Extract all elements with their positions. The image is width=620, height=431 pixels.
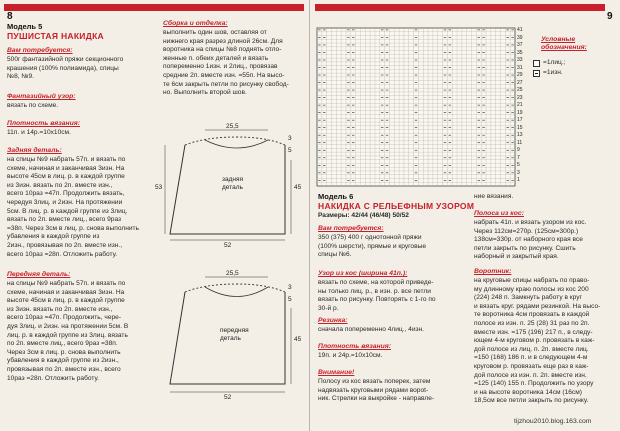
chart-row-label: 9 — [517, 147, 520, 154]
front-neck-height-1: 3 — [288, 284, 292, 291]
back-label-2: деталь — [222, 184, 243, 191]
back-neck-height-2: 5 — [288, 147, 292, 154]
chart-row-label: 11 — [517, 139, 523, 146]
page-number-left: 8 — [7, 11, 13, 22]
assembly-heading: Сборка и отделка: — [163, 20, 228, 27]
purl-stitch-symbol — [533, 70, 540, 77]
rib-heading: Резинка: — [318, 317, 348, 324]
model-label: Модель 5 — [7, 22, 43, 31]
density-text: 19п. и 24р.=10х10см. — [318, 352, 383, 359]
chart-row-label: 37 — [517, 42, 523, 49]
attention-text-continued: ние вязания. — [474, 193, 514, 200]
sizes: Размеры: 42/44 (46/48) 50/52 — [318, 212, 409, 219]
back-right-height: 45 — [294, 184, 302, 191]
back-top-width: 25,5 — [226, 123, 239, 130]
legend-heading: Условные обозначения: — [541, 36, 587, 51]
attention-heading: Внимание! — [318, 369, 355, 376]
density-text: 11п. и 14р.=10х10см. — [7, 129, 71, 136]
front-label-1: передняя — [220, 327, 249, 334]
chart-row-label: 39 — [517, 34, 523, 41]
chart-row-label: 19 — [517, 109, 523, 116]
front-top-width: 25,5 — [226, 270, 239, 277]
watermark: tijzhou2010.blog.163.com — [514, 418, 592, 425]
attention-text: Полосу из кос вязать поперек, затем надвязать круговыми рядами вороt- ник. Стрелки на выкройке - направле- — [318, 378, 435, 403]
chart-row-label: 7 — [517, 154, 520, 161]
legend-purl: =1изн. — [543, 69, 563, 76]
back-left-height: 53 — [155, 184, 163, 191]
chart-row-label: 27 — [517, 79, 523, 86]
needed-heading: Вам потребуется: — [7, 47, 73, 54]
chart-row-label: 21 — [517, 102, 523, 109]
model-title: ПУШИСТАЯ НАКИДКА — [7, 31, 104, 41]
chart-row-label: 17 — [517, 117, 523, 124]
cable-strip-heading: Полоса из кос: — [474, 210, 524, 217]
fancy-pattern-text: вязать по схеме. — [7, 102, 59, 109]
back-label-1: задняя — [222, 176, 244, 183]
model-label: Модель 6 — [318, 192, 354, 201]
right-page — [311, 0, 620, 431]
front-bottom-width: 52 — [224, 394, 232, 401]
front-right-height: 45 — [294, 336, 302, 343]
chart-row-label: 13 — [517, 132, 523, 139]
back-piece-text: на спицы №9 набрать 57п. и вязать по схеме, начиная и заканчивая 3изн. На высоте 45см в лиц. р. в каждой группе из 3изн. вязать по 2п. вместе изн., всего 10раз =47п. Продолжить вязать, чередуя 3лиц. и 2изн. На протяжении 5см. В лиц. р. в каждой группе из 3лиц. вязать по 2п. вместе лиц., всего 9раз =38п. Через 3см в лиц. р. снова выполнить убавления в каждой группе из 2изн., провязывая по 2п. вместе изн., всего 10раз =28п. Отложить работу. — [7, 156, 139, 258]
needed-text: 500г фантазийной пряжи секционного крашения (100% полиамида), спицы №8, №9. — [7, 56, 124, 81]
chart-row-label: 1 — [517, 177, 520, 184]
rib-text: сначала попеременно 4лиц., 4изн. — [318, 326, 425, 333]
back-bottom-width: 52 — [224, 242, 232, 249]
density-heading: Плотность вязания: — [7, 120, 81, 127]
knit-stitch-symbol — [533, 60, 540, 67]
page-number-right: 9 — [607, 11, 613, 22]
front-label-2: деталь — [220, 335, 241, 342]
chart-row-label: 33 — [517, 57, 523, 64]
model-title: НАКИДКА С РЕЛЬЕФНЫМ УЗОРОМ — [318, 201, 475, 211]
chart-row-label: 15 — [517, 124, 523, 131]
density-heading: Плотность вязания: — [318, 343, 392, 350]
chart-purl-marks — [318, 30, 514, 180]
needed-heading: Вам потребуется: — [318, 225, 384, 232]
back-neck-height-1: 3 — [288, 135, 292, 142]
assembly-text: выполнить один шов, оставляя от нижнего края разрез длиной 26см. Для воротника на спицы №8 поднять отло- женные п. обеих деталей и вязать попеременно 1изн. и 2лиц., провязав средние 2п. вместе изн. =55п. На высо- те 6см закрыть петли по рисунку свобод- но. Выполнить второй шов. — [163, 29, 289, 97]
chart-row-label: 41 — [517, 27, 523, 33]
front-piece-heading: Передняя деталь: — [7, 271, 71, 278]
chart-row-label: 3 — [517, 169, 520, 176]
chart-row-label: 23 — [517, 94, 523, 101]
needed-text: 350 (375) 400 г однотонной пряжи (100% шерсти), прямые и круговые спицы №6. — [318, 234, 427, 259]
chart-row-label: 29 — [517, 72, 523, 79]
chart-row-label: 31 — [517, 64, 523, 71]
front-neck-height-2: 5 — [288, 296, 292, 303]
chart-row-label: 5 — [517, 162, 520, 169]
cable-pattern-text: вязать по схеме, на которой приведе- ны только лиц. р., в изн. р. все петли вязать по рисунку. Повторять с 1-го по 30-й р. — [318, 279, 436, 312]
chart-row-label: 25 — [517, 87, 523, 94]
chart-row-label: 35 — [517, 49, 523, 56]
collar-heading: Воротник: — [474, 268, 512, 275]
collar-text: на круговые спицы набрать по право- му длинному краю полосы из кос 200 (224) 248 п. Замкнуть работу в круг и вязать круг. рядами резинкой. На высо- те воротника 4см провязать в каждой полосе из изн. п. 25 (28) 31 раз по 2п. вместе изн. =175 (196) 217 п., в следу- ющем 4-м круговом р. провязать в каж- дой полосе из лиц. п. 2п. вместе лиц. =150 (168) 186 п. и в следующем 4-м круговом р. провязать еще раз в каж- дой полосе из изн. п. 2п. вместе изн. =125 (140) 155 п. Продолжить по узору и на высоте воротника 14см (16см) 18,5см все петли закрыть по рисунку. — [474, 277, 601, 405]
cable-pattern-heading: Узор из кос (ширина 41п.): — [318, 270, 408, 277]
back-piece-heading: Задняя деталь: — [7, 147, 62, 154]
legend-knit: =1лиц.; — [543, 59, 566, 66]
front-piece-text: на спицы №9 набрать 57п. и вязать по схеме, начиная и заканчивая 3изн. На высоте 45см в лиц. р. в каждой группе из 3изн. вязать по 2п. вместе изн., всего 10раз =47п. Продолжить, чере- дуя 3лиц. и 2изн. на протяжении 5см. В лиц. р. в каждой группе из 3лиц. вязать по 2п. вместе лиц., всего 9раз =38п. Через 3см в лиц. р. снова выполнить убавления в каждой группе из 2изн., провязывая по 2п. вместе изн., всего 10раз =28п. Отложить работу. — [7, 280, 129, 382]
cable-strip-text: набрать 41п. и вязать узором из кос. Через 112см=270р. (125см=300р.) 138см=330р. от наборного края все петли закрыть по рисунку. Сшить наборный и закрытый края. — [474, 219, 587, 261]
fancy-pattern-heading: Фантазийный узор: — [7, 93, 76, 100]
